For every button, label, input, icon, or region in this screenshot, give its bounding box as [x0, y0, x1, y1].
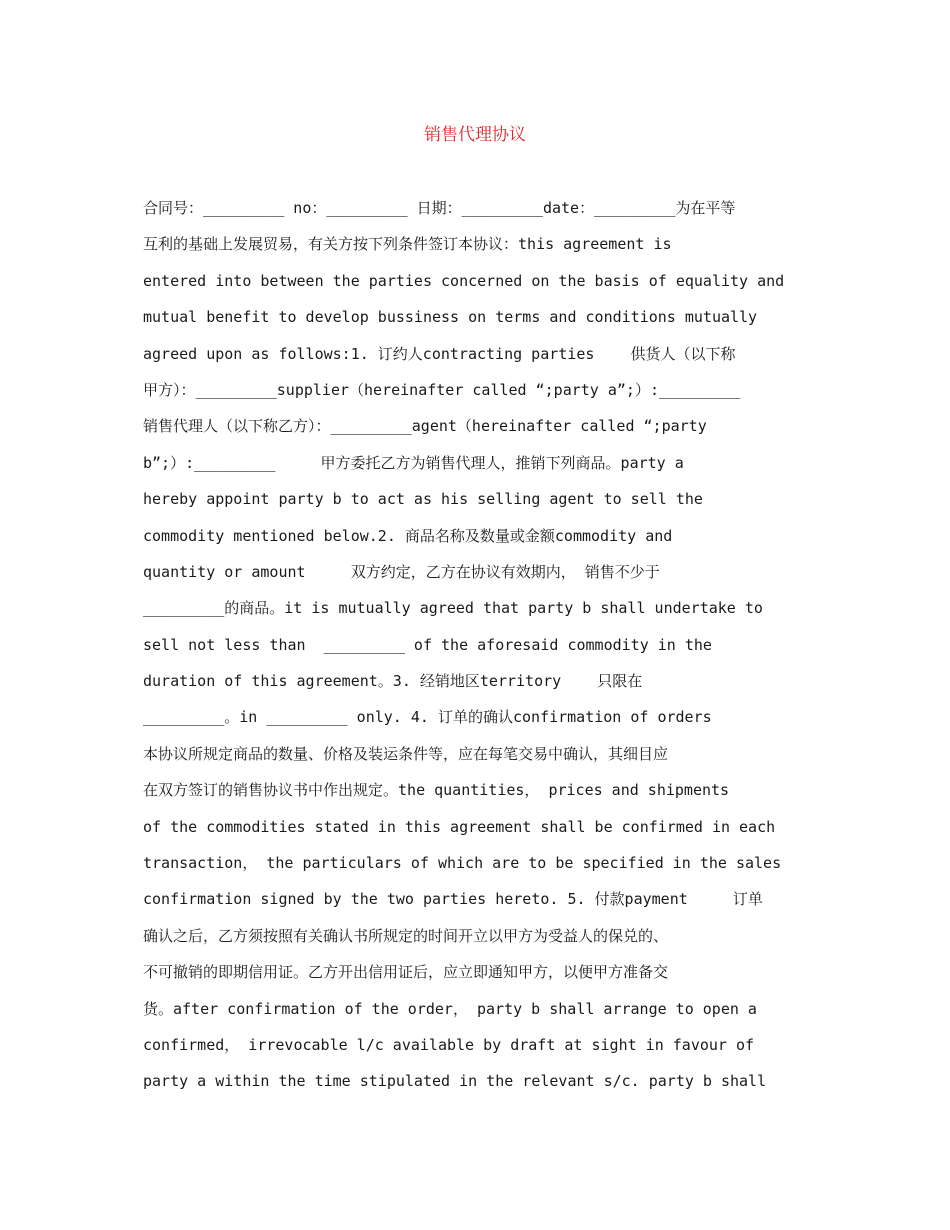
document-title: 销售代理协议 — [424, 125, 526, 145]
body-line: 甲方）：_________supplier（hereinafter called “;party a”;）:_________ — [143, 380, 741, 399]
body-line: of the commodities stated in this agreement shall be confirmed in each — [143, 817, 776, 836]
body-line: 本协议所规定商品的数量、价格及装运条件等，应在每笔交易中确认，其细目应 — [143, 744, 669, 763]
body-line: 不可撤销的即期信用证。乙方开出信用证后，应立即通知甲方，以便甲方准备交 — [143, 963, 669, 982]
body-line: _________。in _________ only. 4. 订单的确认confirmation of orders — [143, 708, 712, 727]
body-line: entered into between the parties concerned on the basis of equality and — [143, 271, 785, 290]
body-line: hereby appoint party b to act as his selling agent to sell the — [143, 490, 703, 509]
body-line: 互利的基础上发展贸易，有关方按下列条件签订本协议：this agreement is — [143, 235, 672, 254]
document-body — [143, 194, 823, 1104]
body-line: transaction， the particulars of which are to be specified in the sales — [143, 854, 782, 873]
body-line: confirmed， irrevocable l/c available by draft at sight in favour of — [143, 1035, 755, 1054]
body-line: mutual benefit to develop bussiness on terms and conditions mutually — [143, 308, 758, 327]
body-line: 在双方签订的销售协议书中作出规定。the quantities， prices and shipments — [143, 781, 730, 800]
body-line: agreed upon as follows:1. 订约人contracting parties 供货人（以下称 — [143, 344, 736, 363]
body-line: commodity mentioned below.2. 商品名称及数量或金额commodity and — [143, 526, 673, 545]
body-line: sell not less than _________ of the aforesaid commodity in the — [143, 635, 712, 654]
body-line: party a within the time stipulated in the relevant s/c. party b shall — [143, 1072, 767, 1091]
body-line: 货。after confirmation of the order， party b shall arrange to open a — [143, 999, 757, 1018]
body-line: _________的商品。it is mutually agreed that party b shall undertake to — [143, 599, 763, 618]
body-line: duration of this agreement。3. 经销地区territory 只限在 — [143, 672, 643, 691]
body-line: 确认之后，乙方须按照有关确认书所规定的时间开立以甲方为受益人的保兑的、 — [143, 926, 669, 945]
body-line: quantity or amount 双方约定，乙方在协议有效期内， 销售不少于 — [143, 562, 660, 581]
body-line: 合同号：_________ no：_________ 日期：_________date：_________为在平等 — [143, 199, 736, 217]
body-line: 销售代理人（以下称乙方）：_________agent（hereinafter called “;party — [143, 417, 707, 436]
body-line: b”;）:_________ 甲方委托乙方为销售代理人，推销下列商品。party a — [143, 453, 684, 472]
body-line: confirmation signed by the two parties hereto. 5. 付款payment 订单 — [143, 890, 763, 909]
